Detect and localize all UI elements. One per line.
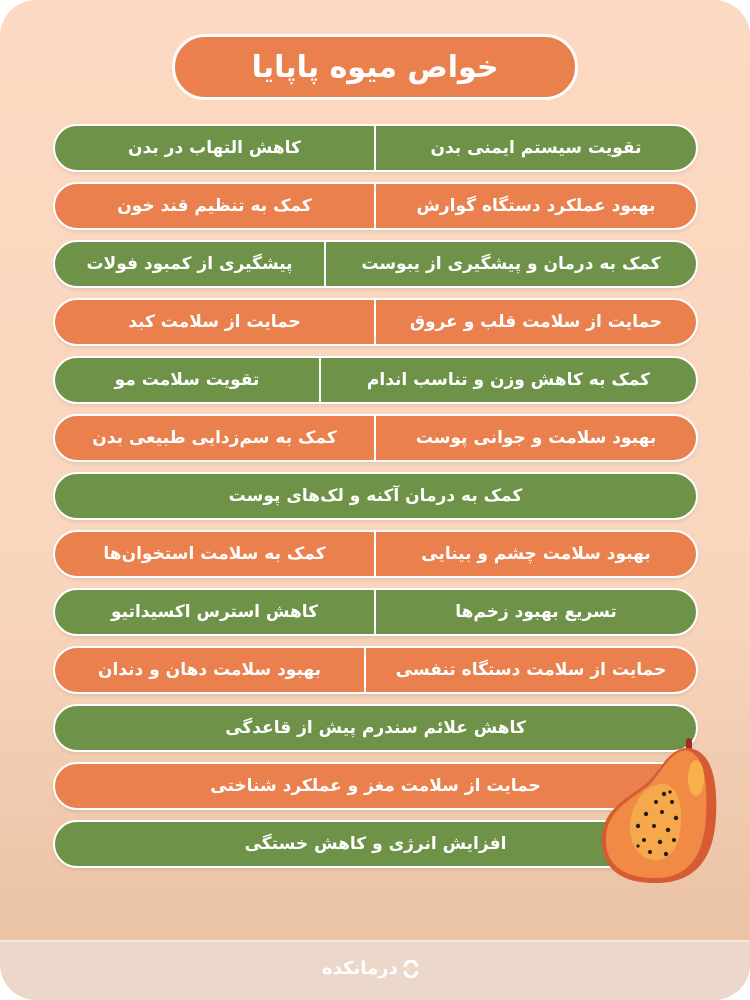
benefit-item: تقویت سلامت مو (114, 370, 260, 390)
benefit-item: بهبود سلامت و جوانی پوست (374, 416, 696, 460)
benefit-item: بهبود عملکرد دستگاه گوارش (374, 184, 696, 228)
benefit-item: بهبود سلامت دهان و دندان (98, 660, 321, 680)
benefit-row (53, 588, 698, 636)
benefit-item: تسریع بهبود زخم‌ها (374, 590, 696, 634)
benefit-row (53, 298, 698, 346)
benefit-item: کمک به کاهش وزن و تناسب اندام (319, 358, 696, 402)
brand-logo (322, 958, 420, 979)
benefit-row (53, 240, 698, 288)
benefit-item: کمک به درمان و پیشگیری از یبوست (324, 242, 696, 286)
benefit-item: پیشگیری از کمبود فولات (86, 254, 293, 274)
benefit-row (53, 472, 698, 520)
benefit-item: حمایت از سلامت کبد (128, 312, 301, 332)
benefit-row (53, 182, 698, 230)
benefit-row (53, 530, 698, 578)
benefit-item: کمک به تنظیم قند خون (117, 196, 312, 216)
benefit-item: کاهش التهاب در بدن (128, 138, 301, 158)
benefit-row (53, 646, 698, 694)
benefit-row (53, 356, 698, 404)
benefit-item: کاهش علائم سندرم پیش از قاعدگی (225, 718, 526, 738)
benefit-item: افزایش انرژی و کاهش خستگی (244, 834, 507, 854)
benefit-row (53, 414, 698, 462)
benefit-row (53, 124, 698, 172)
benefit-item: تقویت سیستم ایمنی بدن (374, 126, 696, 170)
benefit-item: بهبود سلامت چشم و بینایی (374, 532, 696, 576)
page-title: خواص میوه پاپایا (172, 34, 578, 100)
benefit-item: کمک به درمان آکنه و لک‌های پوست (228, 486, 523, 506)
benefit-item: کمک به سلامت استخوان‌ها (103, 544, 326, 564)
benefit-item: حمایت از سلامت دستگاه تنفسی (364, 648, 696, 692)
benefit-item: حمایت از سلامت قلب و عروق (374, 300, 696, 344)
benefit-item: کمک به سم‌زدایی طبیعی بدن (92, 428, 337, 448)
brand-logo-icon (402, 960, 420, 978)
benefit-item: کاهش استرس اکسیداتیو (110, 602, 319, 622)
papaya-illustration (598, 736, 720, 886)
benefit-item: حمایت از سلامت مغز و عملکرد شناختی (210, 776, 541, 796)
brand-name: درمانکده (322, 958, 398, 979)
